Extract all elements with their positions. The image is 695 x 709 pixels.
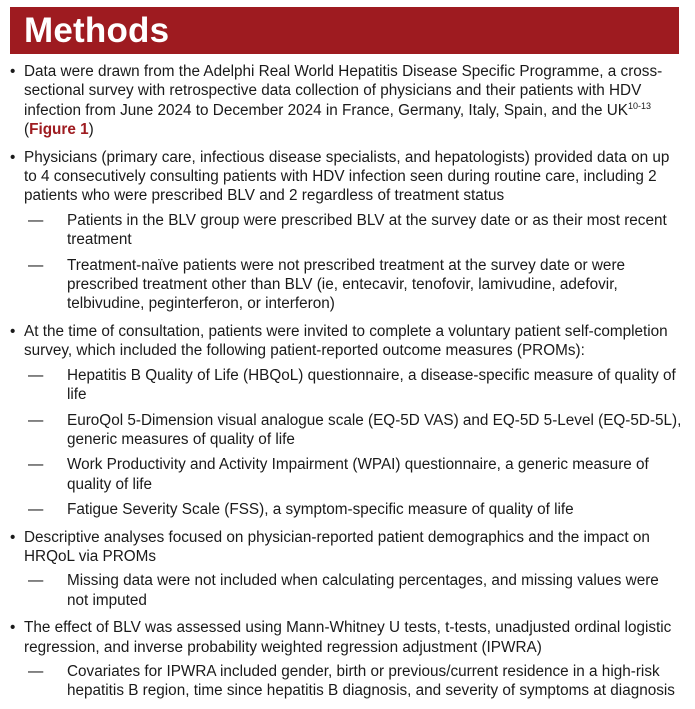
sub-item [24,256,682,314]
figure-reference-link[interactable]: Figure 1 [29,121,89,139]
sub-item [24,662,682,701]
dash-icon: — [28,501,44,519]
sub-item [24,455,682,494]
bullet-text: Descriptive analyses focused on physician-reported patient demographics and the impact on HRQoL via PROMs [24,528,650,565]
sub-item-text: Missing data were not included when calculating percentages, and missing values were not imputed [67,572,659,609]
sub-item [24,571,682,610]
sub-list [24,662,682,701]
sub-item-text: Hepatitis B Quality of Life (HBQoL) questionnaire, a disease-specific measure of quality of life [67,366,676,404]
citation-superscript: 10-13 [627,100,652,111]
section-title: Methods [24,10,170,50]
bullet-text: At the time of consultation, patients were invited to complete a voluntary patient self-completion survey, which included the following patient-reported outcome measures (PROMs): [24,322,668,360]
dash-icon: — [28,456,44,474]
bullet-item-proms [10,322,682,520]
bullet-icon: • [10,528,16,546]
bullet-item-descriptive-analyses [10,528,682,611]
sub-item [24,411,682,450]
dash-icon: — [28,411,44,429]
bullet-icon: • [10,148,16,166]
sub-item [24,366,682,405]
sub-item-text: EuroQol 5-Dimension visual analogue scale (EQ-5D VAS) and EQ-5D 5-Level (EQ-5D-5L), generic measures of quality of life [67,411,682,448]
bullet-text: Physicians (primary care, infectious disease specialists, and hepatologists) provided data on up to 4 consecutively consulting patients with HDV infection seen during routine care, including 2 patients who were prescribed BLV and 2 regardless of treatment status [24,148,670,205]
bullet-item-physicians [10,148,682,314]
dash-icon: — [28,211,44,229]
dash-icon: — [28,366,44,384]
sub-list [24,211,682,314]
paren-open: ( [24,121,30,139]
bullet-text: Data were drawn from the Adelphi Real World Hepatitis Disease Specific Programme, a cross-sectional survey with retrospective data collection of physicians and their patients with HDV infection from June 2024 to December 2024 in France, Germany, Italy, Spain, and the UK [24,63,663,119]
sub-item-text: Work Productivity and Activity Impairment (WPAI) questionnaire, a generic measure of quality of life [67,456,649,493]
bullet-icon: • [10,619,16,637]
methods-content [10,62,682,709]
bullet-item-blv-effect [10,618,682,701]
dash-icon: — [28,256,44,274]
sub-item-text: Treatment-naïve patients were not prescribed treatment at the survey date or were prescribed treatment other than BLV (ie, entecavir, tenofovir, lamivudine, adefovir, telbivudine, peginterferon, or interferon) [67,256,626,313]
bullet-list [10,62,682,701]
sub-list [24,366,682,520]
section-header [10,7,679,54]
sub-item-text: Patients in the BLV group were prescribed BLV at the survey date or as their most recent treatment [67,211,667,249]
sub-item [24,500,682,519]
bullet-icon: • [10,63,16,80]
bullet-icon: • [10,322,16,340]
sub-item-text: Fatigue Severity Scale (FSS), a symptom-specific measure of quality of life [67,501,574,519]
sub-item-text: Covariates for IPWRA included gender, birth or previous/current residence in a high-risk hepatitis B region, time since hepatitis B diagnosis, and severity of symptoms at diagnosis [67,662,675,700]
dash-icon: — [28,572,44,590]
bullet-text: The effect of BLV was assessed using Mann-Whitney U tests, t-tests, unadjusted ordinal logistic regression, and inverse probability weighted regression adjustment (IPWRA) [24,619,672,656]
bullet-item-data-source [10,62,682,140]
paren-close: ) [88,121,94,139]
sub-item [24,211,682,250]
sub-list [24,571,682,610]
dash-icon: — [28,662,44,680]
